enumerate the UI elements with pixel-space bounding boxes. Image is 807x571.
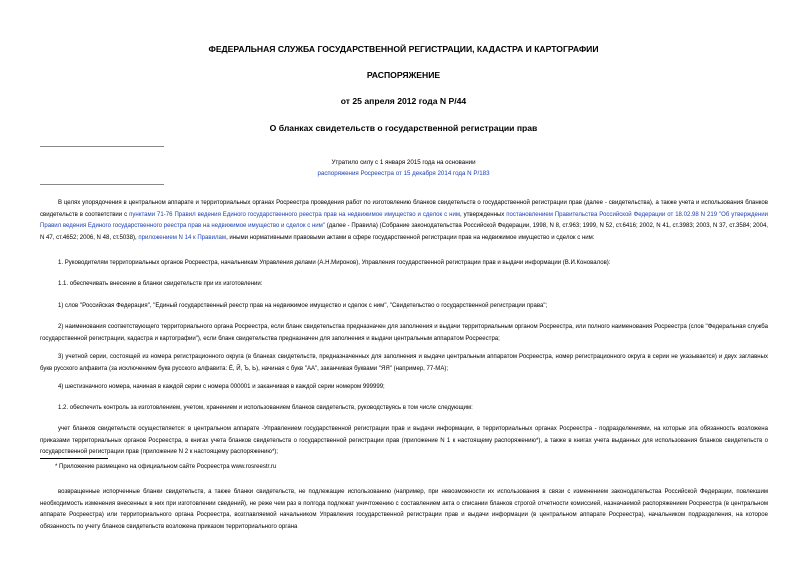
paragraph-item-4: 4) шестизначного номера, начиная в каждой серии с номера 000001 и заканчивая в каждой серии номером 999999; xyxy=(58,384,385,390)
divider-bottom xyxy=(40,184,164,185)
appendix-14-link[interactable]: приложением N 14 к Правилам xyxy=(138,234,227,241)
paragraph-1-2: 1.2. обеспечить контроль за изготовлением, учетом, хранением и использованием бланков свидетельств, руководствуясь в том числе следующим: xyxy=(58,405,473,411)
doc-type-heading: РАСПОРЯЖЕНИЕ xyxy=(366,70,441,80)
intro-text-d: , иными нормативными правовыми актами в сфере государственной регистрации прав на недвижимое имущество и сделок с ним: xyxy=(226,234,595,241)
paragraph-1: 1. Руководителям территориальных органов Росреестра, начальникам Управления делами (А.Н.Миронов), Управления государственной регистрации прав и выдачи информации (В.И.Коновалов): xyxy=(58,260,611,266)
agency-heading: ФЕДЕРАЛЬНАЯ СЛУЖБА ГОСУДАРСТВЕННОЙ РЕГИСТРАЦИИ, КАДАСТРА И КАРТОГРАФИИ xyxy=(208,44,599,54)
paragraph-item-1: 1) слов "Российская Федерация", "Единый государственный реестр прав на недвижимое имущество и сделок с ним", "Свидетельство о государственной регистрации права"; xyxy=(58,303,548,309)
government-decree-link[interactable]: постановлением Правительства Российской Федерации от 18.02.98 N 219 "Об утверждении Правил ведения Единого государственного реестра прав на недвижимое имущество и сделок с ним" xyxy=(40,211,768,229)
intro-paragraph xyxy=(40,198,768,244)
footnote-divider xyxy=(40,458,108,459)
doc-date-number: от 25 апреля 2012 года N Р/44 xyxy=(340,96,467,106)
paragraph-1-1: 1.1. обеспечивать внесение в бланки свидетельств при их изготовлении: xyxy=(58,281,263,287)
status-link-row xyxy=(0,168,807,179)
intro-text-c: (далее - Правила) (Собрание законодательства Российской Федерации, 1998, N 8, ст.963; 1999, N 52, ст.6416; 2002, N 41, ст.3983; 2003, N 37, ст.3584; 2004, N 47, ст.4652; 2006, N 48, ст.5038), xyxy=(40,223,768,241)
rules-points-link[interactable]: пунктами 71-76 Правил ведения Единого государственного реестра прав на недвижимое имущество и сделок с ним xyxy=(129,211,460,218)
status-line: Утратило силу с 1 января 2015 года на основании xyxy=(331,159,476,166)
paragraph-accounting: учет бланков свидетельств осуществляется: в центральном аппарате -Управлением государственной регистрации прав и выдачи информации, в территориальных органах Росреестра - подразделениями, на которые эта обязанность возложена приказами территориальных органов Росреестра, в книгах учета бланков свидетельств о государственной регистрации прав (приложение N 1 к настоящему распоряжению*), а также в книгах учета выданных для использования бланков свидетельств о государственной регистрации прав (приложение N 2 к настоящему распоряжению*); xyxy=(40,426,768,455)
doc-title: О бланках свидетельств о государственной регистрации прав xyxy=(269,123,538,133)
paragraph-item-3: 3) учетной серии, состоящей из номера регистрационного округа (в бланках свидетельств, предназначенных для заполнения и выдачи центральным аппаратом Росреестра, номер регистрационного округа в серии не указывается) и двух заглавных букв русского алфавита (за исключением букв русского алфавита: Ё, Й, Ъ, Ь), начиная с букв "АА", заканчивая буквами "ЯЯ" (например, 77-МА); xyxy=(40,354,768,372)
repeal-link[interactable]: распоряжения Росреестра от 15 декабря 2014 года N Р/183 xyxy=(317,170,490,177)
paragraph-item-2: 2) наименования соответствующего территориального органа Росреестра, если бланк свидетельства предназначен для заполнения и выдачи территориальным органом Росреестра, или полного наименования Росреестра (слов "Федеральная служба государственной регистрации, кадастра и картографии"), если бланк свидетельства предназначен для заполнения и выдачи центральным аппаратом Росреестра; xyxy=(40,324,768,342)
intro-text-a: В целях упорядочения в центральном аппарате и территориальных органах Росреестра проведения работ по изготовлению бланков свидетельств о государственной регистрации прав (далее - свидетельства), а также учета и использования бланков свидетельств в соответствии с xyxy=(40,200,768,218)
intro-text-b: , утвержденных xyxy=(460,211,507,218)
footnote: * Приложение размещено на официальном сайте Росреестра www.rosreestr.ru xyxy=(55,464,277,470)
paragraph-returned-blanks: возвращенные испорченные бланки свидетельств, а также бланки свидетельств, не подлежащие использованию (например, при невозможности их использования в связи с изменением законодательства Российской Федерации, повлекшим необходимость изменения внесенных в них при изготовлении сведений), не реже чем раз в полгода подлежат уничтожению с составлением акта о списании бланков строгой отчетности комиссией, назначаемой распоряжением Росреестра (в центральном аппарате Росреестра) или территориального органа Росреестра, возглавляемой начальником Управления государственной регистрации прав и выдачи информации (в центральном аппарате Росреестра), начальником подразделения, на которое обязанность по учету бланков свидетельств возложена приказом территориального органа xyxy=(40,489,768,530)
divider-top xyxy=(40,146,164,147)
